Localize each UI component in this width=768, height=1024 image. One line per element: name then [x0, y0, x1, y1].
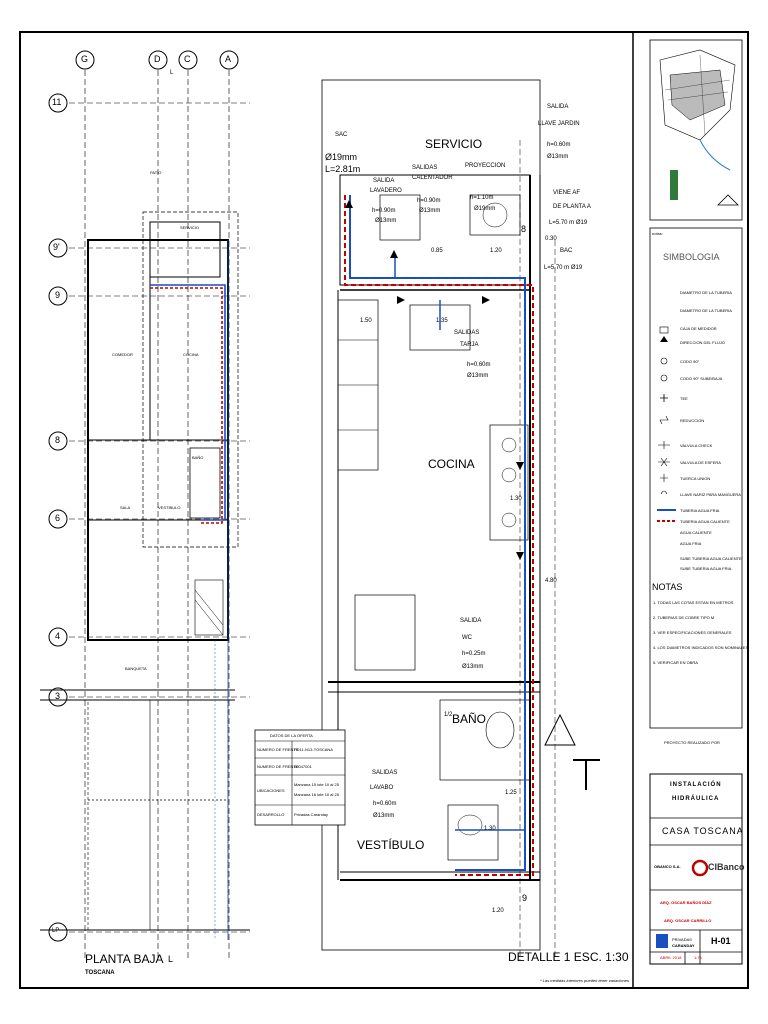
plan-subtitle: TOSCANA — [85, 970, 115, 976]
grid-row-label: 11 — [52, 97, 62, 107]
detail-label: CALENTADOR — [412, 175, 453, 181]
legend-entry: SUBE TUBERIA AGUA FRIA — [680, 566, 732, 571]
offer-heading: DATOS DE LA OFERTA — [270, 733, 313, 738]
offer-row-label: NUMERO DE FRENTE — [257, 747, 299, 752]
offer-row-label: NUMERO DE FRENTE — [257, 764, 299, 769]
detail-label: SALIDA — [373, 178, 395, 184]
offer-row-value: Manzana 15 lote 10 al 25 — [294, 782, 339, 787]
grid-row-label: 6 — [55, 513, 61, 523]
room-label: SALA — [120, 505, 131, 510]
note-line: 1. TODAS LAS COTAS ESTAN EN METROS — [653, 600, 734, 605]
legend-entry: TUBERIA AGUA FRIA — [680, 508, 720, 513]
firm-name: OBANCO S.A. — [654, 864, 681, 869]
legend-entry: VALVULA DE ESFERA — [680, 460, 721, 465]
legend-entry: TUERCA UNION — [680, 476, 711, 481]
note-line: 4. LOS DIAMETROS INDICADOS SON NOMINALES — [653, 645, 749, 650]
room-label: SERVICIO — [180, 225, 200, 230]
legend-entry: LLAVE NARIZ PARA MANGUERA — [680, 492, 741, 497]
grid-row-label: LP — [52, 928, 60, 934]
grid-row-label: 9' — [53, 242, 60, 252]
project-name: CASA TOSCANA — [662, 826, 744, 836]
room-label: COCINA — [183, 352, 199, 357]
detail-label: SALIDAS — [454, 330, 480, 336]
offer-row-value: PD11-N13-TOSCANA — [294, 747, 333, 752]
legend-entry: CAJA DE MEDIDOR — [680, 326, 717, 331]
sheet-number: H-01 — [711, 936, 731, 946]
detail-label: LAVADERO — [370, 188, 402, 194]
legend-entry: DIAMETRO DE LA TUBERIA — [680, 290, 732, 295]
detail-label: h=0.25m — [462, 651, 486, 657]
legend-entry: TUBERIA AGUA CALIENTE — [680, 519, 730, 524]
detail-label: LAVABO — [370, 785, 394, 791]
caranday-logo — [656, 934, 668, 948]
offer-row-value: Privadas Caranday — [294, 812, 329, 817]
detail-footnote: * Las medidas interiores pueden tener variaciones — [540, 978, 629, 983]
grid-col-label: D — [154, 54, 161, 64]
offer-table-frame — [255, 730, 345, 825]
plan-title-sub: L — [168, 954, 174, 964]
detail-label: h=0.90m — [417, 198, 441, 204]
key-map — [655, 45, 738, 210]
detail-label: Ø13mm — [373, 813, 395, 819]
detail-label: Ø13mm — [419, 208, 441, 214]
offer-row-value: Manzana 16 lote 10 al 25 — [294, 792, 339, 797]
detail-label: h=1.10m — [470, 195, 494, 201]
detail-label: h=0.60m — [547, 142, 571, 148]
detail-label: h=0.90m — [372, 208, 396, 214]
detail-dim: 1.50 — [360, 318, 372, 324]
legend-entry: CODO 90° — [680, 359, 700, 364]
detail-dim: 1.30 — [510, 496, 522, 502]
project-type-line2: HIDRÁULICA — [672, 796, 720, 802]
grid-row-label: 4 — [55, 631, 61, 641]
detail-label: Ø19mm — [325, 152, 358, 162]
grid-col-label: G — [81, 54, 89, 64]
grid-col-label: A — [225, 54, 232, 64]
room-label: COMEDOR — [112, 352, 133, 357]
scale-label: 1:75 — [694, 955, 702, 960]
legend-entry: SUBE TUBERIA AGUA CALIENTE — [680, 556, 742, 561]
detail-label: L=5.70 m Ø19 — [549, 220, 588, 226]
detail-dim: 1.20 — [492, 908, 504, 914]
detail-label: LLAVE JARDIN — [538, 121, 580, 127]
detail-dim: 1.25 — [505, 790, 517, 796]
room-label: PATIO — [150, 170, 162, 175]
legend-entry: DIRECCION DEL FLUJO — [680, 340, 725, 345]
detail-title: DETALLE 1 ESC. 1:30 — [508, 950, 629, 964]
detail-room-label: COCINA — [428, 457, 475, 471]
detail-label: SALIDA — [547, 104, 569, 110]
notes-heading: NOTAS — [652, 582, 683, 592]
note-line: 2. TUBERIAS DE COBRE TIPO M — [653, 615, 715, 620]
detail-room-label: BAÑO — [452, 712, 487, 726]
detail-label: BAC — [560, 248, 573, 254]
detail-dim: 0.85 — [431, 248, 443, 254]
detail-room-frac: 1/2 — [444, 712, 453, 718]
legend-entry: DIAMETRO DE LA TUBERIA — [680, 308, 732, 313]
note-line: 5. VERIFICAR EN OBRA — [653, 660, 698, 665]
legend-entry: VALVULA CHECK — [680, 443, 713, 448]
detail-label: PROYECCION — [465, 163, 506, 169]
room-label: BANQUETA — [125, 666, 147, 671]
legend-entry: AGUA CALIENTE — [680, 530, 712, 535]
architect-1: ARQ. OSCAR BAÑOS DÍAZ — [660, 900, 712, 905]
detail-dim: 1.30 — [484, 826, 496, 832]
grid-col-sub: L — [170, 70, 174, 76]
detail-label: DE PLANTA A — [553, 204, 591, 210]
detail-axis-label: 9 — [522, 893, 528, 903]
grid-row-label: 9 — [55, 290, 61, 300]
company-note: PROYECTO REALIZADO POR — [664, 740, 720, 745]
detail-label: SAC — [335, 132, 348, 138]
plan-title: PLANTA BAJA — [85, 952, 164, 966]
detail-dim: 0.30 — [545, 236, 557, 242]
offer-row-label: DESARROLLO — [257, 812, 285, 817]
detail-label: Ø19mm — [474, 206, 496, 212]
dev-name: PRIVADAS — [672, 937, 692, 942]
detail-label: Ø13mm — [467, 373, 489, 379]
ci-banco-logo — [693, 861, 707, 875]
detail-label: WC — [462, 635, 472, 641]
detail-axis-label: 8 — [521, 224, 527, 234]
legend-entry: AGUA FRIA — [680, 541, 702, 546]
detail-label: h=0.60m — [467, 362, 491, 368]
architect-2: ARQ. OSCAR CARRILLO — [664, 918, 712, 923]
floor-plan — [40, 51, 250, 960]
detail-label: Ø13mm — [462, 664, 484, 670]
detail-label: Ø13mm — [547, 154, 569, 160]
project-type-line1: INSTALACIÓN — [670, 782, 722, 788]
detail-dim: 4.80 — [545, 578, 557, 584]
offer-row-label: UBICACIONES — [257, 788, 285, 793]
bank-name: CIBanco — [708, 862, 745, 872]
simbologia-heading: SIMBOLOGIA — [663, 252, 720, 262]
detail-room-label: SERVICIO — [425, 137, 483, 151]
grid-row-label: 8 — [55, 435, 61, 445]
legend-entry: TEE — [680, 396, 688, 401]
grid-col-label: C — [184, 54, 191, 64]
dev-name-2: CARANDAY — [672, 943, 695, 948]
detail-label: TARJA — [460, 342, 479, 348]
detail-room-label: VESTÍBULO — [357, 838, 425, 852]
note-line: 3. VER ESPECIFICACIONES GENERALES — [653, 630, 732, 635]
simbologia-top-label: notas: — [652, 231, 663, 236]
legend-swatches — [657, 327, 676, 521]
detail-label: SALIDAS — [412, 165, 438, 171]
detail-dim: 1.20 — [490, 248, 502, 254]
legend-entry: CODO 90° SUBE/BAJA — [680, 376, 723, 381]
detail-label: L=2.81m — [325, 164, 361, 174]
detail-label: Ø13mm — [375, 218, 397, 224]
room-label: VESTIBULO — [158, 505, 181, 510]
detail-dim: 1.35 — [436, 318, 448, 324]
detail-label: SALIDAS — [372, 770, 398, 776]
detail-label: h=0.60m — [373, 801, 397, 807]
legend-entry: REDUCCION — [680, 418, 705, 423]
detail-label: SALIDA — [460, 618, 482, 624]
room-label: BAÑO — [192, 455, 204, 460]
offer-row-value: 00047001 — [294, 764, 312, 769]
detail-label: VIENE AF — [553, 190, 581, 196]
grid-row-label: 3 — [55, 691, 61, 701]
date-label: ABRIL 2018 — [660, 955, 682, 960]
detail-1-drawing — [322, 80, 600, 960]
detail-label: L=5.70 m Ø19 — [544, 265, 583, 271]
